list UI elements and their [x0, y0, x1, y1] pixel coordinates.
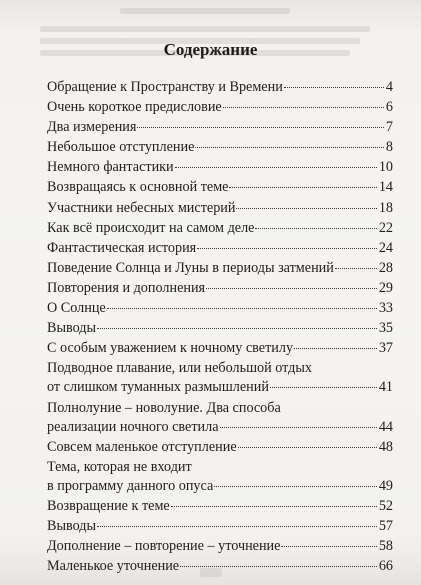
table-of-contents — [47, 78, 393, 577]
toc-entry-line — [47, 378, 393, 397]
toc-page-number: 49 — [378, 477, 393, 494]
toc-entry — [47, 537, 393, 556]
toc-entry-line — [47, 359, 393, 378]
toc-page-number: 29 — [378, 279, 393, 296]
toc-entry-title: Обращение к Пространству и Времени — [47, 79, 283, 95]
toc-entry — [47, 319, 393, 338]
toc-entry — [47, 497, 393, 516]
toc-page-number: 8 — [385, 139, 393, 156]
toc-entry — [47, 219, 393, 238]
toc-entry — [47, 438, 393, 457]
toc-entry-title: Подводное плавание, или небольшой отдых — [47, 360, 313, 377]
toc-entry-title: Поведение Солнца и Луны в периоды затмений — [47, 259, 334, 276]
toc-entry — [47, 458, 393, 496]
dot-leader — [238, 447, 377, 448]
toc-entry-title: Фантастическая история — [47, 239, 197, 256]
toc-entry-line — [47, 399, 393, 418]
toc-page-number: 48 — [378, 438, 393, 455]
toc-entry — [47, 259, 393, 278]
toc-entry-line — [47, 239, 393, 258]
toc-entry-line — [47, 438, 393, 457]
toc-entry-title: Два измерения — [47, 119, 137, 136]
toc-entry-line — [47, 418, 393, 437]
toc-entry-title: Тема, которая не входит — [47, 458, 192, 475]
toc-page-number: 58 — [378, 538, 393, 555]
dot-leader — [175, 167, 377, 168]
toc-entry — [47, 517, 393, 536]
toc-entry-line — [47, 178, 393, 197]
toc-entry-line — [47, 78, 393, 97]
toc-entry — [47, 199, 393, 218]
toc-entry-line — [47, 98, 393, 117]
toc-entry-line — [47, 537, 393, 556]
dot-leader — [236, 208, 376, 209]
dot-leader — [97, 526, 377, 527]
toc-page-number: 14 — [378, 179, 393, 196]
dot-leader — [270, 387, 377, 388]
dot-leader — [255, 228, 376, 229]
toc-page-number: 66 — [378, 558, 393, 575]
toc-entry — [47, 339, 393, 358]
toc-entry — [47, 399, 393, 437]
toc-entry-line — [47, 199, 393, 218]
toc-page-number: 6 — [385, 99, 393, 116]
toc-entry-line — [47, 259, 393, 278]
toc-page-number: 35 — [378, 320, 393, 337]
toc-entry — [47, 239, 393, 258]
toc-entry-line — [47, 497, 393, 516]
toc-entry — [47, 118, 393, 137]
dot-leader — [137, 127, 384, 128]
toc-entry-title: реализации ночного светила — [47, 418, 219, 435]
toc-entry-title: Немного фантастики — [47, 159, 174, 176]
toc-page-number: 52 — [378, 497, 393, 514]
toc-entry-title: Маленькое уточнение — [47, 558, 180, 575]
toc-entry-line — [47, 118, 393, 137]
toc-page-number: 4 — [385, 79, 393, 95]
toc-page-number: 41 — [378, 379, 393, 396]
toc-entry — [47, 279, 393, 298]
toc-page-number: 10 — [378, 159, 393, 176]
bleed-through-page-number — [200, 568, 222, 577]
dot-leader — [195, 147, 384, 148]
toc-entry-title: Дополнение – повторение – уточнение — [47, 538, 281, 555]
toc-entry-line — [47, 279, 393, 298]
toc-entry — [47, 98, 393, 117]
toc-page-number: 28 — [378, 259, 393, 276]
toc-entry-title: Повторения и дополнения — [47, 279, 206, 296]
toc-entry — [47, 178, 393, 197]
toc-entry-title: от слишком туманных размышлений — [47, 379, 269, 396]
toc-entry-line — [47, 458, 393, 477]
toc-entry-title: Возвращение к теме — [47, 497, 170, 514]
toc-page-number: 7 — [385, 119, 393, 136]
toc-entry-title: Полнолуние – новолуние. Два способа — [47, 399, 281, 416]
toc-entry-line — [47, 299, 393, 318]
toc-entry-title: Возвращаясь к основной теме — [47, 179, 229, 196]
toc-page-number: 22 — [378, 219, 393, 236]
toc-page-number: 24 — [378, 239, 393, 256]
toc-entry — [47, 138, 393, 157]
dot-leader — [229, 187, 376, 188]
toc-entry-line — [47, 339, 393, 358]
toc-entry-title: Небольшое отступление — [47, 139, 195, 156]
toc-entry-title: С особым уважением к ночному светилу — [47, 340, 294, 357]
toc-entry-line — [47, 138, 393, 157]
toc-page-number: 37 — [378, 340, 393, 357]
toc-page-number: 57 — [378, 518, 393, 535]
dot-leader — [220, 427, 377, 428]
dot-leader — [197, 248, 377, 249]
toc-page-number: 44 — [378, 418, 393, 435]
toc-entry — [47, 359, 393, 397]
dot-leader — [206, 288, 377, 289]
toc-entry — [47, 158, 393, 177]
page-title: Содержание — [163, 40, 258, 59]
toc-entry-title: Выводы — [47, 518, 97, 535]
toc-entry-title: Очень короткое предисловие — [47, 99, 222, 116]
toc-entry-line — [47, 319, 393, 338]
toc-page-number: 33 — [378, 300, 393, 317]
toc-page-number: 18 — [378, 199, 393, 216]
dot-leader — [223, 107, 384, 108]
toc-entry-line — [47, 219, 393, 238]
toc-entry-line — [47, 477, 393, 496]
toc-entry-title: в программу данного опуса — [47, 477, 214, 494]
toc-entry — [47, 299, 393, 318]
toc-entry-line — [47, 158, 393, 177]
dot-leader — [171, 506, 377, 507]
toc-entry-title: Участники небесных мистерий — [47, 199, 236, 216]
dot-leader — [294, 348, 377, 349]
dot-leader — [281, 546, 376, 547]
dot-leader — [335, 268, 377, 269]
dot-leader — [284, 87, 384, 88]
toc-entry — [47, 78, 393, 97]
dot-leader — [214, 486, 377, 487]
toc-entry-title: О Солнце — [47, 300, 106, 317]
toc-entry-line — [47, 517, 393, 536]
dot-leader — [97, 328, 377, 329]
toc-entry-title: Как всё происходит на самом деле — [47, 219, 255, 236]
dot-leader — [107, 308, 377, 309]
toc-entry-title: Выводы — [47, 320, 97, 337]
toc-entry-title: Совсем маленькое отступление — [47, 438, 237, 455]
